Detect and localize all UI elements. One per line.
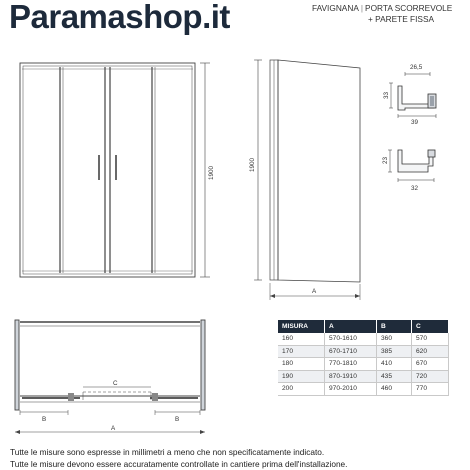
note-line-2: Tutte le misure devono essere accuratamente controllate in cantiere prima dell'installazione.	[10, 459, 348, 469]
profile-section-top	[389, 72, 436, 118]
side-height-label: 1900	[249, 157, 256, 172]
table-cell: 180	[278, 358, 325, 371]
note-line-1: Tutte le misure sono espresse in millimetri a meno che non specificatamente indicato.	[10, 447, 325, 457]
table-row	[278, 358, 449, 371]
plan-a-label: A	[111, 425, 116, 432]
table-cell: 870-1910	[325, 370, 377, 383]
table-header-row	[278, 320, 449, 333]
right-wall	[201, 320, 205, 410]
table-cell: 410	[377, 358, 412, 371]
table-row	[278, 345, 449, 358]
table-header-cell: C	[412, 320, 449, 333]
table-cell: 385	[377, 345, 412, 358]
table-row	[278, 370, 449, 383]
front-frame	[20, 63, 195, 277]
table-cell: 720	[412, 370, 449, 383]
profile-top-width-bottom-label: 39	[411, 119, 419, 126]
table-cell: 200	[278, 383, 325, 396]
table-cell: 435	[377, 370, 412, 383]
left-wall	[15, 320, 19, 410]
table-cell: 170	[278, 345, 325, 358]
table-header-cell: B	[377, 320, 412, 333]
table-header-cell: MISURA	[278, 320, 325, 333]
product-extra: + PARETE FISSA	[368, 14, 435, 24]
table-cell: 620	[412, 345, 449, 358]
table-cell: 160	[278, 333, 325, 345]
table-cell: 570	[412, 333, 449, 345]
table-cell: 770	[412, 383, 449, 396]
plan-b-left-label: B	[42, 416, 47, 423]
plan-c-label: C	[113, 380, 118, 387]
product-header: FAVIGNANA | PORTA SCORREVOLE	[312, 3, 453, 13]
table-cell: 360	[377, 333, 412, 345]
product-type: PORTA SCORREVOLE	[365, 3, 453, 13]
table-cell: 570-1610	[325, 333, 377, 345]
size-table	[278, 320, 449, 396]
side-width-label: A	[312, 288, 317, 295]
table-header-cell: A	[325, 320, 377, 333]
profile-bottom-width-label: 32	[411, 185, 419, 192]
plan-b-right-label: B	[175, 416, 180, 423]
front-height-label: 1900	[208, 165, 215, 180]
table-cell: 970-2010	[325, 383, 377, 396]
table-cell: 770-1810	[325, 358, 377, 371]
table-cell: 670-1710	[325, 345, 377, 358]
side-view	[254, 60, 360, 300]
profile-top-width-label: 26,5	[410, 64, 423, 71]
front-view	[20, 63, 210, 277]
table-cell: 670	[412, 358, 449, 371]
model-name: FAVIGNANA	[312, 3, 359, 13]
table-row	[278, 383, 449, 396]
brand-logo: Paramashop.it	[9, 0, 230, 35]
table-row	[278, 333, 449, 345]
profile-section-bottom	[388, 150, 435, 182]
fixed-glass-panel	[278, 60, 360, 282]
profile-top-height-label: 33	[383, 91, 390, 99]
table-cell: 190	[278, 370, 325, 383]
table-cell: 460	[377, 383, 412, 396]
profile-bottom-height-label: 23	[382, 156, 389, 164]
